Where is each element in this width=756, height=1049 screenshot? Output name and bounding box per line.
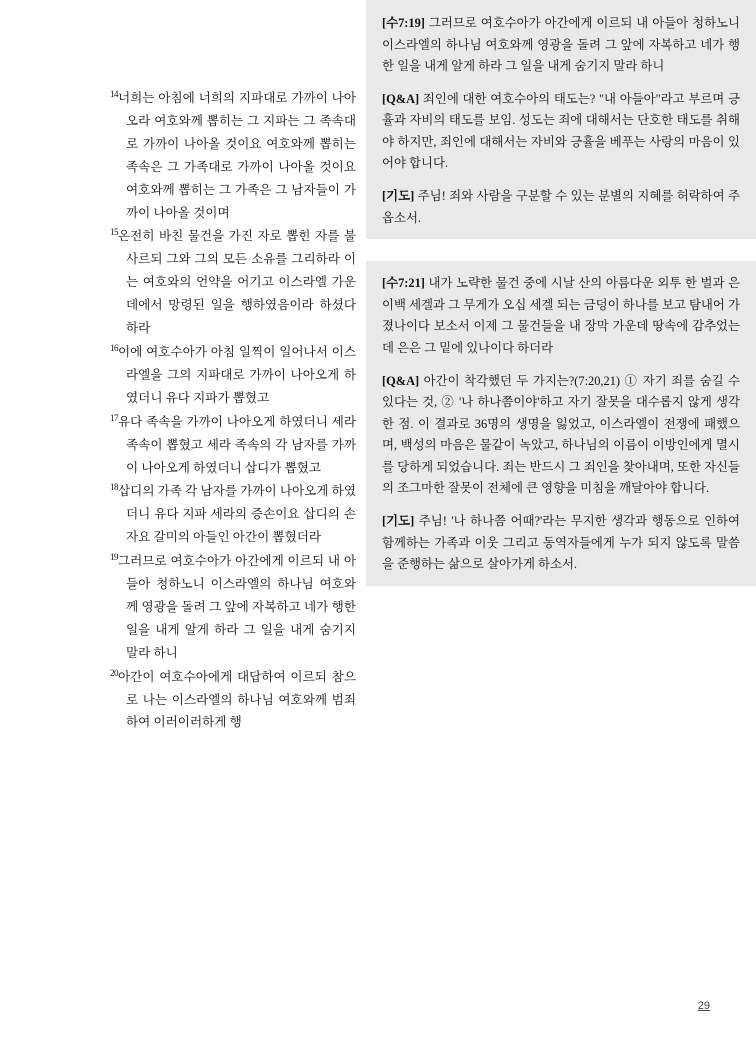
verse-paragraph	[110, 410, 356, 480]
scripture-block	[382, 13, 740, 78]
verse-text: 이에 여호수아가 아침 일찍이 일어나서 이스라엘을 그의 지파대로 가까이 나아오게 하였더니 유다 지파가 뽑혔고	[118, 344, 356, 405]
prayer-tag: [기도]	[382, 513, 415, 528]
prayer-body: 주님! 죄와 사람을 구분할 수 있는 분별의 지혜를 허락하여 주옵소서.	[382, 189, 740, 225]
scripture-body: 그러므로 여호수아가 아간에게 이르되 내 아들아 청하노니 이스라엘의 하나님 여호와께 영광을 돌려 그 앞에 자복하고 네가 행한 일을 내게 알게 하라 그 일을 내게 숨기지 말라 하니	[382, 16, 740, 74]
bible-text-column	[110, 86, 356, 734]
verse-number: 16	[110, 342, 118, 353]
prayer-body: 주님! '나 하나쯤 어때?'라는 무지한 생각과 행동으로 인하여 함께하는 가족과 이웃 그리고 동역자들에게 누가 되지 않도록 말씀을 준행하는 삶으로 살아가게 하소서.	[382, 513, 740, 572]
verse-paragraph	[110, 549, 356, 665]
verse-paragraph	[110, 340, 356, 410]
scripture-reference-tag: [수7:21]	[382, 276, 425, 291]
verse-number: 15	[110, 227, 118, 238]
verse-text: 삽디의 가족 각 남자를 가까이 나아오게 하였더니 유다 지파 세라의 증손이요 삽디의 손자요 갈미의 아들인 아간이 뽑혔더라	[118, 484, 356, 545]
verse-text: 그러므로 여호수아가 아간에게 이르되 내 아들아 청하노니 이스라엘의 하나님 여호와께 영광을 돌려 그 앞에 자복하고 네가 행한 일을 내게 알게 하라 그 일을 내게 숨기지 말라 하니	[118, 554, 356, 660]
commentary-column	[366, 0, 756, 1049]
qa-body: 아간이 착각했던 두 가지는?(7:20,21) ① 자기 죄를 숨길 수 있다는 것, ② '나 하나쯤이야'하고 자기 잘못을 대수롭지 않게 생각한 점. 이 결과로 36명의 생명을 잃었고, 이스라엘이 전쟁에 패했으며, 백성의 마음은 물같이 녹았고, 하나님의 이름이 이방인에게 멸시를 당하게 되었습니다. 죄는 반드시 그 죄인을 찾아내며, 또한 자신들의 조그마한 잘못이 전체에 큰 영향을 미침을 깨달아야 합니다.	[382, 373, 740, 496]
verse-paragraph	[110, 86, 356, 224]
verse-number: 18	[110, 482, 118, 493]
prayer-tag: [기도]	[382, 189, 415, 204]
scripture-block	[382, 273, 740, 359]
verse-number: 19	[110, 552, 118, 563]
commentary-panel	[366, 261, 756, 586]
verse-paragraph	[110, 479, 356, 549]
scripture-reference-tag: [수7:19]	[382, 16, 425, 30]
verse-text: 유다 족속을 가까이 나아오게 하였더니 세라 족속이 뽑혔고 세라 족속의 각 남자를 가까이 나아오게 하였더니 삽디가 뽑혔고	[118, 414, 356, 475]
verse-number: 20	[110, 667, 118, 678]
scripture-body: 내가 노략한 물건 중에 시날 산의 아름다운 외투 한 벌과 은 이백 세겔과 그 무게가 오십 세겔 되는 금덩이 하나를 보고 탐내어 가졌나이다 보소서 이제 그 물건들을 내 장막 가운데 땅속에 감추었는데 은은 그 밑에 있나이다 하더라	[382, 276, 740, 355]
qa-tag: [Q&A]	[382, 373, 420, 388]
qa-body: 죄인에 대한 여호수아의 태도는? "내 아들아"라고 부르며 긍휼과 자비의 태도를 보임. 성도는 죄에 대해서는 단호한 태도를 취해야 하지만, 죄인에 대해서는 자비와 긍휼을 베푸는 사랑의 마음이 있어야 합니다.	[382, 91, 740, 171]
page-number: 29	[697, 1000, 710, 1012]
verse-number: 14	[110, 89, 118, 99]
verse-text: 너희는 아침에 너희의 지파대로 가까이 나아오라 여호와께 뽑히는 그 지파는 그 족속대로 가까이 나아올 것이요 여호와께 뽑히는 족속은 그 가족대로 가까이 나아올 것이요 여호와께 뽑히는 그 가족은 그 남자들이 가까이 나아올 것이며	[118, 91, 356, 220]
qa-tag: [Q&A]	[382, 91, 420, 106]
panel-divider	[366, 239, 756, 261]
prayer-block	[382, 511, 740, 576]
qa-block	[382, 89, 740, 175]
verse-number: 17	[110, 412, 118, 423]
commentary-panel	[366, 0, 756, 239]
verse-paragraph	[110, 665, 356, 735]
prayer-block	[382, 186, 740, 229]
verse-text: 아간이 여호수아에게 대답하여 이르되 참으로 나는 이스라엘의 하나님 여호와께 범죄하여 이러이러하게 행	[118, 669, 356, 730]
qa-block	[382, 371, 740, 500]
verse-paragraph	[110, 224, 356, 340]
verse-text: 온전히 바친 물건을 가진 자로 뽑힌 자를 불사르되 그와 그의 모든 소유를 그리하라 이는 여호와의 언약을 어기고 이스라엘 가운데에서 망령된 일을 행하였음이라 하셨다 하라	[118, 229, 356, 336]
